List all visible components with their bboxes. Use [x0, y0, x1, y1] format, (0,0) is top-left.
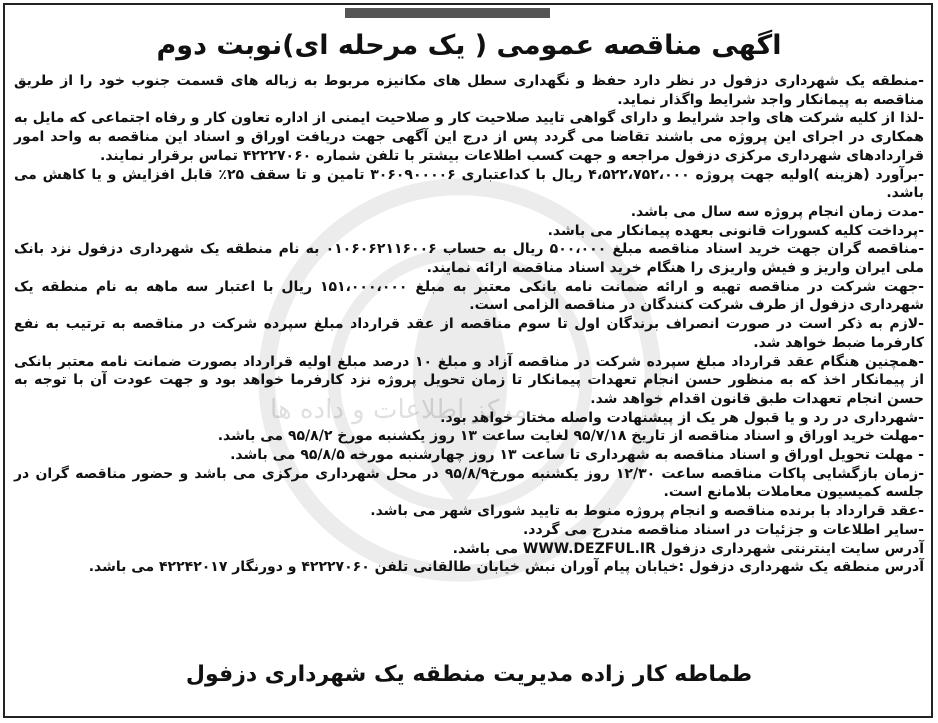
header-bar	[345, 8, 550, 18]
paragraph: -سایر اطلاعات و جزئیات در اسناد مناقصه مندرج می گردد.	[522, 521, 924, 538]
watermark-text: مرکز اطلاعات و داده ها	[270, 395, 528, 425]
paragraph: -برآورد (هزینه )اولیه جهت پروژه ۴،۵۲۲،۷۵۲،۰۰۰ ریال با کداعتباری ۳۰۶۰۹۰۰۰۰۶ تامین و تا سقف ۲۵٪ قابل افزایش و یا کاهش می باشد.	[14, 166, 924, 202]
paragraph: -لذا از کلیه شرکت های واجد شرایط و دارای گواهی تایید صلاحیت کار و صلاحیت ایمنی از اداره تعاون کار و رفاه اجتماعی که مایل به همکاری در اجرای این پروژه می باشند تقاضا می گردد پس از درج این آگهی جهت دریافت اوراق و اسناد این مناقصه به واحد امور قراردادهای شهرداری مرکزی دزفول مراجعه و جهت کسب اطلاعات بیشتر با تلفن شماره ۴۲۲۲۷۰۶۰ تماس برقرار نمایند.	[14, 110, 924, 164]
paragraph: -عقد قرارداد با برنده مناقصه و انجام پروژه منوط به تایید شورای شهر می باشد.	[370, 503, 924, 520]
address-line: آدرس منطقه یک شهرداری دزفول :خیابان پیام آوران نبش خیابان طالقانی تلفن ۴۲۲۲۷۰۶۰ و دورنگار ۴۲۲۴۲۰۱۷ می باشد.	[88, 559, 924, 576]
paragraph: - مهلت تحویل اوراق و اسناد مناقصه به شهرداری تا ساعت ۱۳ روز چهارشنبه مورخه ۹۵/۸/۵ می باشد.	[230, 447, 924, 464]
notice-body	[14, 72, 924, 577]
paragraph: -پرداخت کلیه کسورات قانونی بعهده پیمانکار می باشد.	[547, 222, 924, 239]
paragraph: -منطقه یک شهرداری دزفول در نظر دارد حفظ و نگهداری سطل های مکانیزه مربوط به زباله های قسمت جنوب خود را از طریق مناقصه به پیمانکار واجد شرایط واگذار نماید.	[14, 73, 924, 108]
paragraph: -شهرداری در رد و یا قبول هر یک از پیشنهادت واصله مختار خواهد بود.	[440, 409, 924, 426]
notice-title: اگهی مناقصه عمومی ( یک مرحله ای)نوبت دوم	[156, 30, 782, 61]
website-line: آدرس سایت اینترنتی شهرداری دزفول WWW.DEZFUL.IR می باشد.	[452, 540, 924, 557]
signature: طماطه کار زاده مدیریت منطقه یک شهرداری دزفول	[185, 662, 753, 687]
paragraph: -مناقصه گران جهت خرید اسناد مناقصه مبلغ ۵۰۰،۰۰۰ ریال به حساب ۰۱۰۶۰۶۲۱۱۶۰۰۶ به نام منطقه یک شهرداری دزفول نزد بانک ملی ایران واریز و فیش واریزی را هنگام خرید اسناد مناقصه ارائه نمایند.	[14, 241, 924, 277]
paragraph: -مدت زمان انجام پروژه سه سال می باشد.	[630, 203, 924, 220]
paragraph: -زمان بازگشایی پاکات مناقصه ساعت ۱۲/۳۰ روز یکشنبه مورخ۹۵/۸/۹ در محل شهرداری مرکزی می باشد و حضور مناقصه گران در جلسه کمیسیون معاملات بلامانع است.	[14, 465, 925, 501]
paragraph: -لازم به ذکر است در صورت انصراف برندگان اول تا سوم مناقصه از عقد قرارداد مبلغ سپرده شرکت در مناقصه به ترتیب به نفع کارفرما ضبط خواهد شد.	[14, 316, 924, 351]
paragraph: -مهلت خرید اوراق و اسناد مناقصه از تاریخ ۹۵/۷/۱۸ لغایت ساعت ۱۳ روز یکشنبه مورخ ۹۵/۸/۲ می باشد.	[217, 428, 924, 445]
paragraph: -جهت شرکت در مناقصه تهیه و ارائه ضمانت نامه بانکی معتبر به مبلغ ۱۵۱،۰۰۰،۰۰۰ ریال با اعتبار سه ماهه به نام منطقه یک شهرداری دزفول از طرف شرکت کنندگان در مناقصه الزامی است.	[14, 278, 924, 314]
paragraph: -همچنین هنگام عقد قرارداد مبلغ سپرده شرکت در مناقصه آزاد و مبلغ ۱۰ درصد مبلغ اولیه قرارداد بصورت ضمانت نامه معتبر بانکی از پیمانکار اخذ که به منظور حسن انجام تعهدات پیمانکار تا زمان تحویل پروژه نزد کارفرما خواهد بود و جهت عودت آن با توجه به حسن انجام تعهدات طبق قانون اقدام خواهد شد.	[14, 353, 924, 407]
